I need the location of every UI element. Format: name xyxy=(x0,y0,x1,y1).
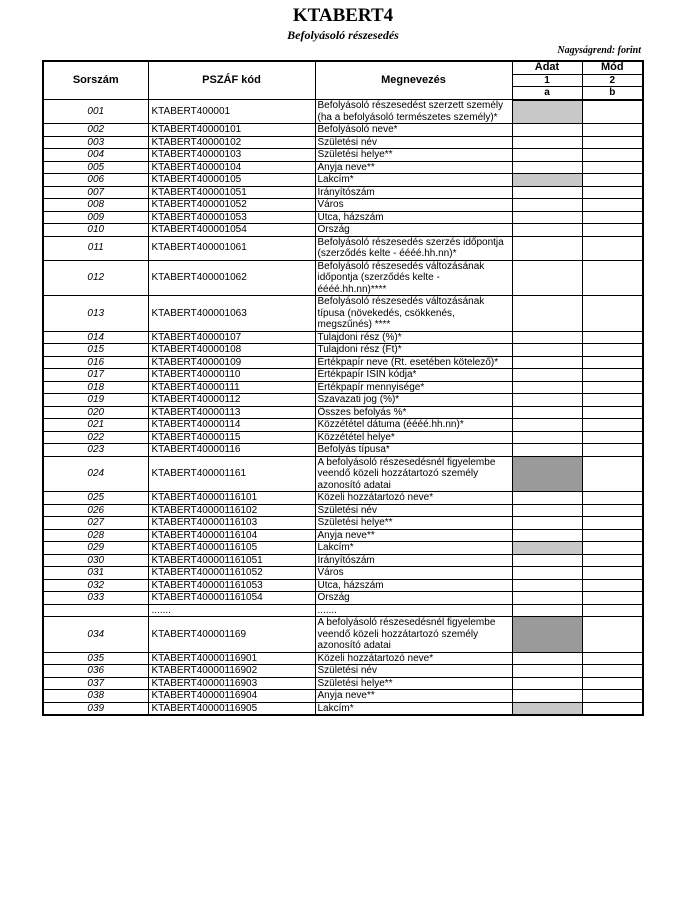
table-row xyxy=(43,224,643,237)
row-number: 037 xyxy=(43,677,148,690)
row-code: KTABERT400001052 xyxy=(148,199,315,212)
table-row xyxy=(43,161,643,174)
table-row xyxy=(43,236,643,260)
table-row xyxy=(43,604,643,617)
cell-mod[interactable] xyxy=(582,419,643,432)
row-code: KTABERT400001161052 xyxy=(148,567,315,580)
row-number: 031 xyxy=(43,567,148,580)
row-name: Lakcím* xyxy=(315,702,512,715)
row-code: KTABERT40000116903 xyxy=(148,677,315,690)
cell-mod[interactable] xyxy=(582,369,643,382)
header-adat-num: 1 xyxy=(512,74,582,87)
row-number: 020 xyxy=(43,406,148,419)
cell-adat[interactable] xyxy=(512,677,582,690)
cell-adat[interactable] xyxy=(512,224,582,237)
cell-adat[interactable] xyxy=(512,665,582,678)
cell-mod[interactable] xyxy=(582,592,643,605)
row-code: KTABERT400001161054 xyxy=(148,592,315,605)
cell-adat[interactable] xyxy=(512,236,582,260)
row-name: Ország xyxy=(315,592,512,605)
row-number: 003 xyxy=(43,136,148,149)
cell-adat[interactable] xyxy=(512,296,582,332)
cell-mod[interactable] xyxy=(582,331,643,344)
row-number: 011 xyxy=(43,236,148,260)
row-number: 008 xyxy=(43,199,148,212)
cell-adat[interactable] xyxy=(512,406,582,419)
row-number: 029 xyxy=(43,542,148,555)
cell-adat[interactable] xyxy=(512,331,582,344)
row-name: Irányítószám xyxy=(315,186,512,199)
row-name: Tulajdoni rész (Ft)* xyxy=(315,344,512,357)
row-code: KTABERT40000108 xyxy=(148,344,315,357)
row-name: Születési helye** xyxy=(315,677,512,690)
row-number: 026 xyxy=(43,504,148,517)
cell-adat[interactable] xyxy=(512,149,582,162)
row-name: Befolyásoló részesedést szerzett személy (ha a befolyásoló természetes személy)* xyxy=(315,100,512,124)
row-name: Befolyásoló részesedés változásának típusa (növekedés, csökkenés, megszűnés) **** xyxy=(315,296,512,332)
cell-adat[interactable] xyxy=(512,419,582,432)
cell-adat[interactable] xyxy=(512,211,582,224)
cell-mod[interactable] xyxy=(582,431,643,444)
cell-mod[interactable] xyxy=(582,381,643,394)
row-code: KTABERT40000107 xyxy=(148,331,315,344)
row-name: Születési név xyxy=(315,665,512,678)
row-code: KTABERT40000104 xyxy=(148,161,315,174)
header-mod-num: 2 xyxy=(582,74,643,87)
row-code: KTABERT40000109 xyxy=(148,356,315,369)
table-row xyxy=(43,554,643,567)
row-code: KTABERT400001161053 xyxy=(148,579,315,592)
row-name: Értékpapír mennyisége* xyxy=(315,381,512,394)
table-row xyxy=(43,529,643,542)
table-row xyxy=(43,356,643,369)
cell-mod[interactable] xyxy=(582,260,643,296)
table-row xyxy=(43,567,643,580)
row-code: KTABERT400001051 xyxy=(148,186,315,199)
cell-adat[interactable] xyxy=(512,492,582,505)
row-number: 021 xyxy=(43,419,148,432)
table-row xyxy=(43,174,643,187)
table-row xyxy=(43,617,643,653)
table-row xyxy=(43,186,643,199)
row-code: KTABERT40000113 xyxy=(148,406,315,419)
table-row xyxy=(43,296,643,332)
row-name: Összes befolyás %* xyxy=(315,406,512,419)
cell-adat[interactable] xyxy=(512,592,582,605)
cell-adat[interactable] xyxy=(512,579,582,592)
cell-mod[interactable] xyxy=(582,444,643,457)
cell-mod[interactable] xyxy=(582,406,643,419)
table-row xyxy=(43,419,643,432)
row-code: KTABERT40000102 xyxy=(148,136,315,149)
cell-mod[interactable] xyxy=(582,517,643,530)
row-number: 027 xyxy=(43,517,148,530)
header-megnevezes: Megnevezés xyxy=(315,61,512,100)
row-code: KTABERT400001161051 xyxy=(148,554,315,567)
table-row xyxy=(43,444,643,457)
row-code: KTABERT40000101 xyxy=(148,124,315,137)
cell-mod[interactable] xyxy=(582,161,643,174)
cell-mod[interactable] xyxy=(582,456,643,492)
table-row xyxy=(43,579,643,592)
cell-mod[interactable] xyxy=(582,542,643,555)
row-number: 033 xyxy=(43,592,148,605)
row-code: KTABERT40000116104 xyxy=(148,529,315,542)
row-code: KTABERT40000116901 xyxy=(148,652,315,665)
row-code: KTABERT40000111 xyxy=(148,381,315,394)
cell-adat[interactable] xyxy=(512,542,582,555)
table-row xyxy=(43,456,643,492)
row-number: 010 xyxy=(43,224,148,237)
table-row xyxy=(43,504,643,517)
row-name: Utca, házszám xyxy=(315,579,512,592)
row-number: 016 xyxy=(43,356,148,369)
cell-mod[interactable] xyxy=(582,199,643,212)
cell-adat[interactable] xyxy=(512,517,582,530)
row-code: KTABERT40000116 xyxy=(148,444,315,457)
cell-mod[interactable] xyxy=(582,652,643,665)
row-number: 035 xyxy=(43,652,148,665)
row-name: Város xyxy=(315,199,512,212)
row-number: 039 xyxy=(43,702,148,715)
cell-adat[interactable] xyxy=(512,554,582,567)
table-row xyxy=(43,702,643,715)
cell-adat[interactable] xyxy=(512,136,582,149)
row-code: KTABERT40000116105 xyxy=(148,542,315,555)
table-row xyxy=(43,542,643,555)
row-code: KTABERT40000112 xyxy=(148,394,315,407)
unit-label: Nagyságrend: forint xyxy=(557,45,641,56)
cell-adat[interactable] xyxy=(512,381,582,394)
row-name: Születési helye** xyxy=(315,149,512,162)
cell-adat[interactable] xyxy=(512,652,582,665)
cell-adat[interactable] xyxy=(512,199,582,212)
row-code: KTABERT40000115 xyxy=(148,431,315,444)
cell-mod[interactable] xyxy=(582,604,643,617)
cell-mod[interactable] xyxy=(582,492,643,505)
table-row xyxy=(43,331,643,344)
table-row xyxy=(43,394,643,407)
row-number xyxy=(43,604,148,617)
table-row xyxy=(43,344,643,357)
cell-mod[interactable] xyxy=(582,296,643,332)
row-name: Befolyásoló részesedés szerzés időpontja (szerződés kelte - éééé.hh.nn)* xyxy=(315,236,512,260)
row-number: 012 xyxy=(43,260,148,296)
row-number: 022 xyxy=(43,431,148,444)
row-number: 005 xyxy=(43,161,148,174)
row-name: Lakcím* xyxy=(315,542,512,555)
row-name: Születési név xyxy=(315,136,512,149)
cell-adat[interactable] xyxy=(512,529,582,542)
cell-adat[interactable] xyxy=(512,504,582,517)
table-row xyxy=(43,124,643,137)
row-name: Születési helye** xyxy=(315,517,512,530)
row-name: Város xyxy=(315,567,512,580)
row-code: KTABERT40000105 xyxy=(148,174,315,187)
cell-mod[interactable] xyxy=(582,677,643,690)
cell-adat[interactable] xyxy=(512,431,582,444)
cell-mod[interactable] xyxy=(582,702,643,715)
cell-mod[interactable] xyxy=(582,100,643,124)
row-code: KTABERT40000116904 xyxy=(148,690,315,703)
cell-mod[interactable] xyxy=(582,665,643,678)
table-row xyxy=(43,431,643,444)
row-name: Anyja neve** xyxy=(315,690,512,703)
cell-adat[interactable] xyxy=(512,124,582,137)
row-number: 007 xyxy=(43,186,148,199)
row-code: KTABERT400001053 xyxy=(148,211,315,224)
table-row xyxy=(43,381,643,394)
cell-adat[interactable] xyxy=(512,444,582,457)
row-code: KTABERT40000103 xyxy=(148,149,315,162)
row-number: 002 xyxy=(43,124,148,137)
row-name: Szavazati jog (%)* xyxy=(315,394,512,407)
table-row xyxy=(43,136,643,149)
row-number: 034 xyxy=(43,617,148,653)
cell-mod[interactable] xyxy=(582,554,643,567)
header-adat-letter: a xyxy=(512,87,582,100)
cell-adat[interactable] xyxy=(512,174,582,187)
row-name: Lakcím* xyxy=(315,174,512,187)
row-code: KTABERT400001169 xyxy=(148,617,315,653)
table-body xyxy=(43,100,643,716)
table-row xyxy=(43,652,643,665)
row-number: 030 xyxy=(43,554,148,567)
table-row xyxy=(43,149,643,162)
cell-mod[interactable] xyxy=(582,529,643,542)
cell-adat[interactable] xyxy=(512,567,582,580)
table-row xyxy=(43,100,643,124)
row-code: KTABERT40000116102 xyxy=(148,504,315,517)
table-row xyxy=(43,665,643,678)
cell-adat[interactable] xyxy=(512,100,582,124)
row-name: Közzététel helye* xyxy=(315,431,512,444)
cell-adat[interactable] xyxy=(512,617,582,653)
cell-adat[interactable] xyxy=(512,394,582,407)
row-name: Utca, házszám xyxy=(315,211,512,224)
row-name: Anyja neve** xyxy=(315,529,512,542)
cell-mod[interactable] xyxy=(582,356,643,369)
header-mod-letter: b xyxy=(582,87,643,100)
table-row xyxy=(43,406,643,419)
cell-adat[interactable] xyxy=(512,344,582,357)
cell-mod[interactable] xyxy=(582,579,643,592)
cell-mod[interactable] xyxy=(582,690,643,703)
row-name: Befolyásoló részesedés változásának időpontja (szerződés kelte - éééé.hh.nn)**** xyxy=(315,260,512,296)
row-name: Közeli hozzátartozó neve* xyxy=(315,652,512,665)
row-code: KTABERT40000116103 xyxy=(148,517,315,530)
row-number: 038 xyxy=(43,690,148,703)
table-row xyxy=(43,199,643,212)
row-code: KTABERT400001054 xyxy=(148,224,315,237)
cell-adat[interactable] xyxy=(512,161,582,174)
row-name: Közeli hozzátartozó neve* xyxy=(315,492,512,505)
row-number: 013 xyxy=(43,296,148,332)
cell-adat[interactable] xyxy=(512,690,582,703)
row-code: ....... xyxy=(148,604,315,617)
row-name: Közzététel dátuma (éééé.hh.nn)* xyxy=(315,419,512,432)
page-title: KTABERT4 xyxy=(292,5,394,26)
table-row xyxy=(43,260,643,296)
row-name: Befolyás típusa* xyxy=(315,444,512,457)
header-sorszam: Sorszám xyxy=(43,61,148,100)
cell-adat[interactable] xyxy=(512,456,582,492)
table-row xyxy=(43,690,643,703)
cell-mod[interactable] xyxy=(582,136,643,149)
row-code: KTABERT400001063 xyxy=(148,296,315,332)
cell-mod[interactable] xyxy=(582,504,643,517)
row-number: 014 xyxy=(43,331,148,344)
row-code: KTABERT40000110 xyxy=(148,369,315,382)
row-name: Értékpapír ISIN kódja* xyxy=(315,369,512,382)
cell-adat[interactable] xyxy=(512,369,582,382)
row-number: 015 xyxy=(43,344,148,357)
header-pszaf-kod: PSZÁF kód xyxy=(148,61,315,100)
cell-adat[interactable] xyxy=(512,186,582,199)
row-number: 018 xyxy=(43,381,148,394)
row-code: KTABERT40000116905 xyxy=(148,702,315,715)
row-name: Születési név xyxy=(315,504,512,517)
row-code: KTABERT40000116101 xyxy=(148,492,315,505)
cell-mod[interactable] xyxy=(582,394,643,407)
row-code: KTABERT400001062 xyxy=(148,260,315,296)
row-number: 025 xyxy=(43,492,148,505)
cell-mod[interactable] xyxy=(582,124,643,137)
row-number: 028 xyxy=(43,529,148,542)
data-table xyxy=(42,60,644,716)
table-row xyxy=(43,517,643,530)
table-row xyxy=(43,369,643,382)
row-name: Anyja neve** xyxy=(315,161,512,174)
table-row xyxy=(43,211,643,224)
cell-mod[interactable] xyxy=(582,617,643,653)
cell-mod[interactable] xyxy=(582,236,643,260)
page-subtitle: Befolyásoló részesedés xyxy=(287,28,399,42)
cell-adat[interactable] xyxy=(512,702,582,715)
header-mod: Mód xyxy=(582,61,643,74)
cell-adat[interactable] xyxy=(512,604,582,617)
row-number: 009 xyxy=(43,211,148,224)
table-row xyxy=(43,592,643,605)
row-number: 036 xyxy=(43,665,148,678)
row-code: KTABERT40000116902 xyxy=(148,665,315,678)
cell-mod[interactable] xyxy=(582,567,643,580)
row-code: KTABERT400001 xyxy=(148,100,315,124)
cell-mod[interactable] xyxy=(582,224,643,237)
row-code: KTABERT400001061 xyxy=(148,236,315,260)
row-code: KTABERT40000114 xyxy=(148,419,315,432)
header-adat: Adat xyxy=(512,61,582,74)
row-code: KTABERT400001161 xyxy=(148,456,315,492)
cell-mod[interactable] xyxy=(582,149,643,162)
row-name: Értékpapír neve (Rt. esetében kötelező)* xyxy=(315,356,512,369)
row-name: Ország xyxy=(315,224,512,237)
cell-mod[interactable] xyxy=(582,174,643,187)
row-number: 001 xyxy=(43,100,148,124)
cell-adat[interactable] xyxy=(512,356,582,369)
cell-mod[interactable] xyxy=(582,344,643,357)
cell-mod[interactable] xyxy=(582,186,643,199)
row-number: 017 xyxy=(43,369,148,382)
row-name: A befolyásoló részesedésnél figyelembe veendő közeli hozzátartozó személy azonosító adatai xyxy=(315,456,512,492)
cell-adat[interactable] xyxy=(512,260,582,296)
row-number: 004 xyxy=(43,149,148,162)
row-number: 032 xyxy=(43,579,148,592)
row-number: 024 xyxy=(43,456,148,492)
row-number: 023 xyxy=(43,444,148,457)
table-row xyxy=(43,677,643,690)
row-name: Irányítószám xyxy=(315,554,512,567)
row-number: 006 xyxy=(43,174,148,187)
cell-mod[interactable] xyxy=(582,211,643,224)
row-number: 019 xyxy=(43,394,148,407)
row-name: Befolyásoló neve* xyxy=(315,124,512,137)
row-name: A befolyásoló részesedésnél figyelembe veendő közeli hozzátartozó személy azonosító adatai xyxy=(315,617,512,653)
row-name: Tulajdoni rész (%)* xyxy=(315,331,512,344)
row-name: ....... xyxy=(315,604,512,617)
table-row xyxy=(43,492,643,505)
